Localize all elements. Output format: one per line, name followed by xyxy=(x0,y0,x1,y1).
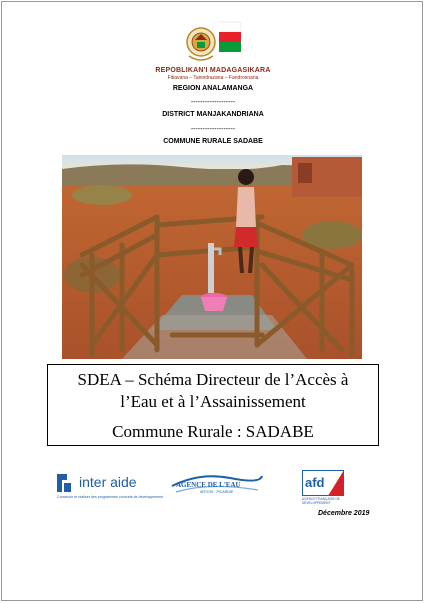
document-title-box xyxy=(47,364,379,446)
agence-tagline: ARTOIS · PICARDIE xyxy=(200,490,234,494)
inter-aide-name: inter aide xyxy=(79,474,137,490)
region-heading: REGION ANALAMANGA xyxy=(172,85,254,92)
inter-aide-tagline: Concevoir et réaliser des programmes concrets de développement xyxy=(57,495,164,499)
agence-de-leau-logo xyxy=(170,470,264,500)
title-line-1: SDEA – Schéma Directeur de l’Accès à xyxy=(77,370,349,389)
republic-motto: Fitiavana – Tanindrazana – Fandrosoana xyxy=(167,75,259,81)
water-point-photo xyxy=(62,155,362,359)
madagascar-emblem-icon xyxy=(183,18,243,66)
inter-aide-logo xyxy=(55,470,163,504)
agence-name: AGENCE DE L'EAU xyxy=(176,481,241,489)
afd-logo xyxy=(302,470,346,508)
district-heading: DISTRICT MANJAKANDRIANA xyxy=(162,111,264,118)
afd-name: afd xyxy=(305,475,325,490)
commune-heading: COMMUNE RURALE SADABE xyxy=(163,138,263,145)
separator: ------------------- xyxy=(190,126,236,133)
republic-name: REPOBLIKAN'I MADAGASIKARA xyxy=(155,67,271,74)
title-line-2: l’Eau et à l’Assainissement xyxy=(120,392,306,411)
afd-flag-icon xyxy=(328,470,344,496)
afd-tagline: AGENCE FRANÇAISE DE DÉVELOPPEMENT xyxy=(302,497,340,505)
inter-aide-icon xyxy=(55,472,73,494)
publication-date: Décembre 2019 xyxy=(318,510,370,517)
commune-subtitle: Commune Rurale : SADABE xyxy=(112,422,314,441)
separator: ------------------- xyxy=(190,99,236,106)
